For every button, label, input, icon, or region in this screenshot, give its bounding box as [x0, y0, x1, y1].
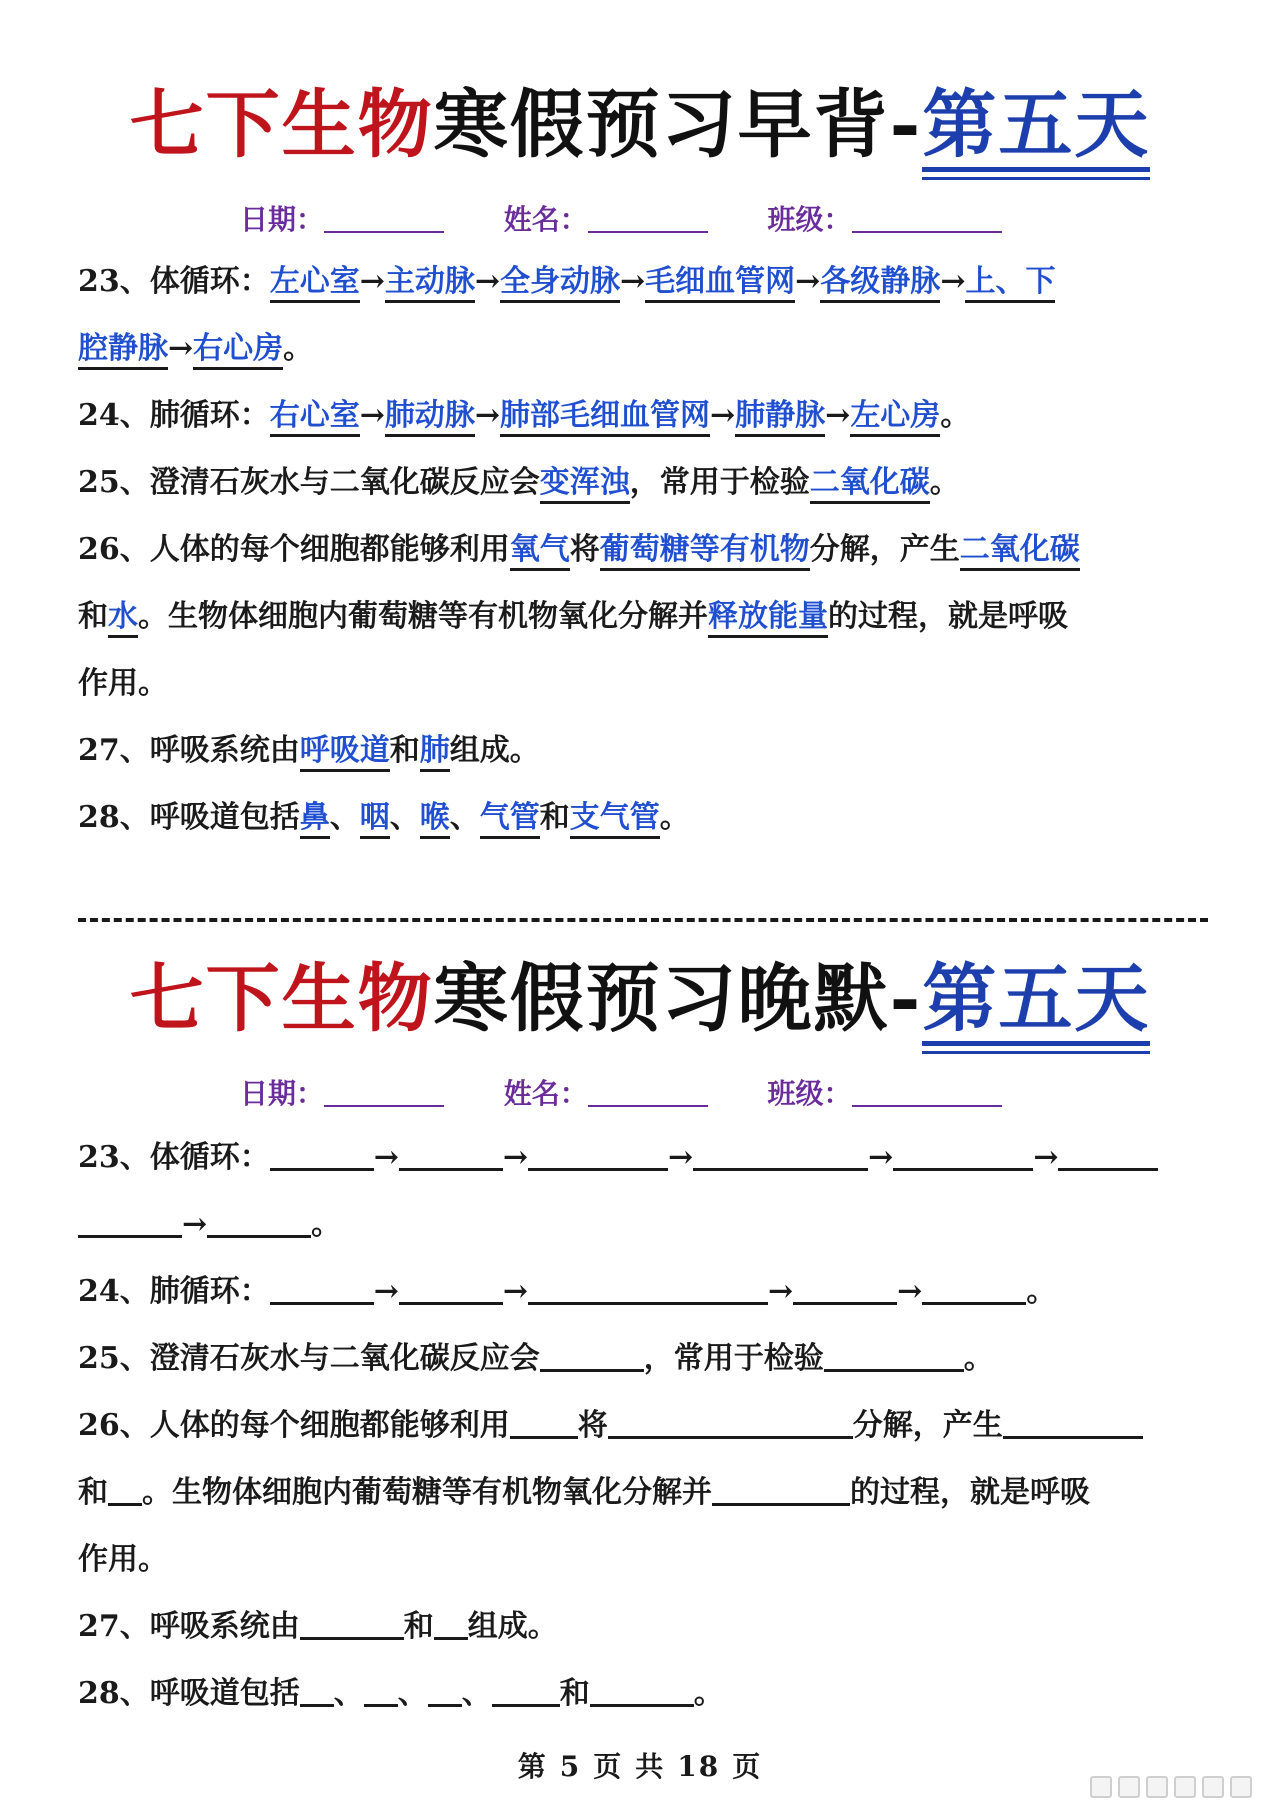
evening-q28: 28、呼吸道包括 、 、 、 和 。 — [78, 1676, 724, 1711]
answer: 右心室 — [270, 398, 360, 437]
evening-info-line — [240, 1072, 1140, 1112]
morning-q23-line1: 23、体循环：左心室→主动脉→全身动脉→毛细血管网→各级静脉→上、下 — [78, 262, 1208, 302]
toolbar-button-icon[interactable] — [1146, 1776, 1168, 1798]
fill-blank[interactable] — [270, 1272, 374, 1305]
answer: 水 — [108, 599, 138, 638]
morning-title — [0, 82, 1280, 172]
fill-blank[interactable] — [608, 1406, 853, 1439]
answer: 各级静脉 — [820, 264, 940, 303]
fill-blank[interactable] — [300, 1674, 334, 1707]
fill-blank[interactable] — [528, 1272, 768, 1305]
answer: 肺静脉 — [735, 398, 825, 437]
class-label: 班级： — [767, 203, 852, 236]
fill-blank[interactable] — [300, 1607, 404, 1640]
morning-q25: 25、澄清石灰水与二氧化碳反应会变浑浊，常用于检验二氧化碳。 — [78, 463, 1208, 503]
morning-title-main: 寒假预习早背- — [433, 82, 923, 168]
toolbar-button-icon[interactable] — [1230, 1776, 1252, 1798]
fill-blank[interactable] — [793, 1272, 897, 1305]
morning-q27: 27、呼吸系统由呼吸道和肺组成。 — [78, 731, 1208, 771]
fill-blank[interactable] — [364, 1674, 398, 1707]
answer: 气管 — [480, 800, 540, 839]
fill-blank[interactable] — [1003, 1406, 1143, 1439]
answer: 二氧化碳 — [960, 532, 1080, 571]
evening-q23-line2: → 。 — [78, 1205, 1208, 1245]
fill-blank[interactable] — [590, 1674, 694, 1707]
fill-blank[interactable] — [824, 1339, 964, 1372]
fill-blank[interactable] — [893, 1138, 1033, 1171]
name-blank — [588, 1079, 708, 1107]
fill-blank[interactable] — [693, 1138, 868, 1171]
toolbar-button-icon[interactable] — [1118, 1776, 1140, 1798]
fill-blank[interactable] — [1058, 1138, 1158, 1171]
morning-q24: 24、肺循环：右心室→肺动脉→肺部毛细血管网→肺静脉→左心房。 — [78, 396, 1208, 436]
date-label: 日期： — [240, 1077, 325, 1110]
answer: 二氧化碳 — [810, 465, 930, 504]
class-blank — [852, 1079, 1002, 1107]
evening-title-subject: 七下生物 — [129, 956, 434, 1042]
class-label: 班级： — [767, 1077, 852, 1110]
date-blank — [324, 1079, 444, 1107]
fill-blank[interactable] — [712, 1473, 850, 1506]
answer: 腔静脉 — [78, 331, 168, 370]
fill-blank[interactable] — [207, 1205, 311, 1238]
answer: 葡萄糖等有机物 — [600, 532, 810, 571]
answer: 上、下 — [965, 264, 1055, 303]
evening-title — [0, 956, 1280, 1046]
fill-blank[interactable] — [428, 1674, 462, 1707]
fill-blank[interactable] — [399, 1272, 503, 1305]
morning-title-subject: 七下生物 — [129, 82, 434, 168]
answer: 鼻 — [300, 800, 330, 839]
class-blank — [852, 205, 1002, 233]
fill-blank[interactable] — [399, 1138, 503, 1171]
fill-blank[interactable] — [270, 1138, 374, 1171]
answer: 肺动脉 — [385, 398, 475, 437]
morning-q26-line1: 26、人体的每个细胞都能够利用氧气将葡萄糖等有机物分解，产生二氧化碳 — [78, 530, 1208, 570]
evening-q25: 25、澄清石灰水与二氧化碳反应会 ，常用于检验 。 — [78, 1341, 994, 1376]
fill-blank[interactable] — [78, 1205, 182, 1238]
morning-title-day: 第五天 — [922, 88, 1150, 172]
answer: 变浑浊 — [540, 465, 630, 504]
answer: 毛细血管网 — [645, 264, 795, 303]
evening-q27: 27、呼吸系统由 和 组成。 — [78, 1609, 558, 1644]
morning-q26-line2: 和水。生物体细胞内葡萄糖等有机物氧化分解并释放能量的过程，就是呼吸 — [78, 597, 1208, 637]
morning-q23-line2: 腔静脉→右心房。 — [78, 329, 1208, 369]
fill-blank[interactable] — [528, 1138, 668, 1171]
evening-q26-line2: 和 。生物体细胞内葡萄糖等有机物氧化分解并 的过程，就是呼吸 — [78, 1475, 1090, 1510]
evening-q24: 24、肺循环： → → → → 。 — [78, 1274, 1057, 1309]
answer: 呼吸道 — [300, 733, 390, 772]
answer: 主动脉 — [385, 264, 475, 303]
fill-blank[interactable] — [510, 1406, 578, 1439]
answer: 咽 — [360, 800, 390, 839]
morning-q28: 28、呼吸道包括鼻、咽、喉、气管和支气管。 — [78, 798, 1208, 838]
morning-q26-line3: 作用。 — [78, 666, 168, 701]
toolbar-button-icon[interactable] — [1202, 1776, 1224, 1798]
name-blank — [588, 205, 708, 233]
answer: 支气管 — [570, 800, 660, 839]
viewer-toolbar — [1090, 1776, 1252, 1798]
evening-title-main: 寒假预习晚默- — [433, 956, 923, 1042]
evening-q26-line1: 26、人体的每个细胞都能够利用 将 分解，产生 — [78, 1406, 1208, 1446]
answer: 释放能量 — [708, 599, 828, 638]
fill-blank[interactable] — [434, 1607, 468, 1640]
answer: 左心房 — [850, 398, 940, 437]
evening-q23-line1: 23、体循环： → → → → → — [78, 1138, 1208, 1178]
section-divider — [78, 918, 1208, 922]
answer: 左心室 — [270, 264, 360, 303]
answer: 右心房 — [193, 331, 283, 370]
evening-q26-line3: 作用。 — [78, 1542, 168, 1577]
answer: 肺 — [420, 733, 450, 772]
answer: 全身动脉 — [500, 264, 620, 303]
fill-blank[interactable] — [108, 1473, 142, 1506]
date-label: 日期： — [240, 203, 325, 236]
answer: 肺部毛细血管网 — [500, 398, 710, 437]
toolbar-button-icon[interactable] — [1174, 1776, 1196, 1798]
date-blank — [324, 205, 444, 233]
page-indicator: 第 5 页 共 18 页 — [517, 1750, 763, 1783]
toolbar-button-icon[interactable] — [1090, 1776, 1112, 1798]
morning-info-line — [240, 198, 1140, 238]
name-label: 姓名： — [503, 1077, 588, 1110]
fill-blank[interactable] — [540, 1339, 644, 1372]
answer: 氧气 — [510, 532, 570, 571]
name-label: 姓名： — [503, 203, 588, 236]
answer: 喉 — [420, 800, 450, 839]
evening-title-day: 第五天 — [922, 962, 1150, 1046]
fill-blank[interactable] — [492, 1674, 560, 1707]
fill-blank[interactable] — [922, 1272, 1026, 1305]
